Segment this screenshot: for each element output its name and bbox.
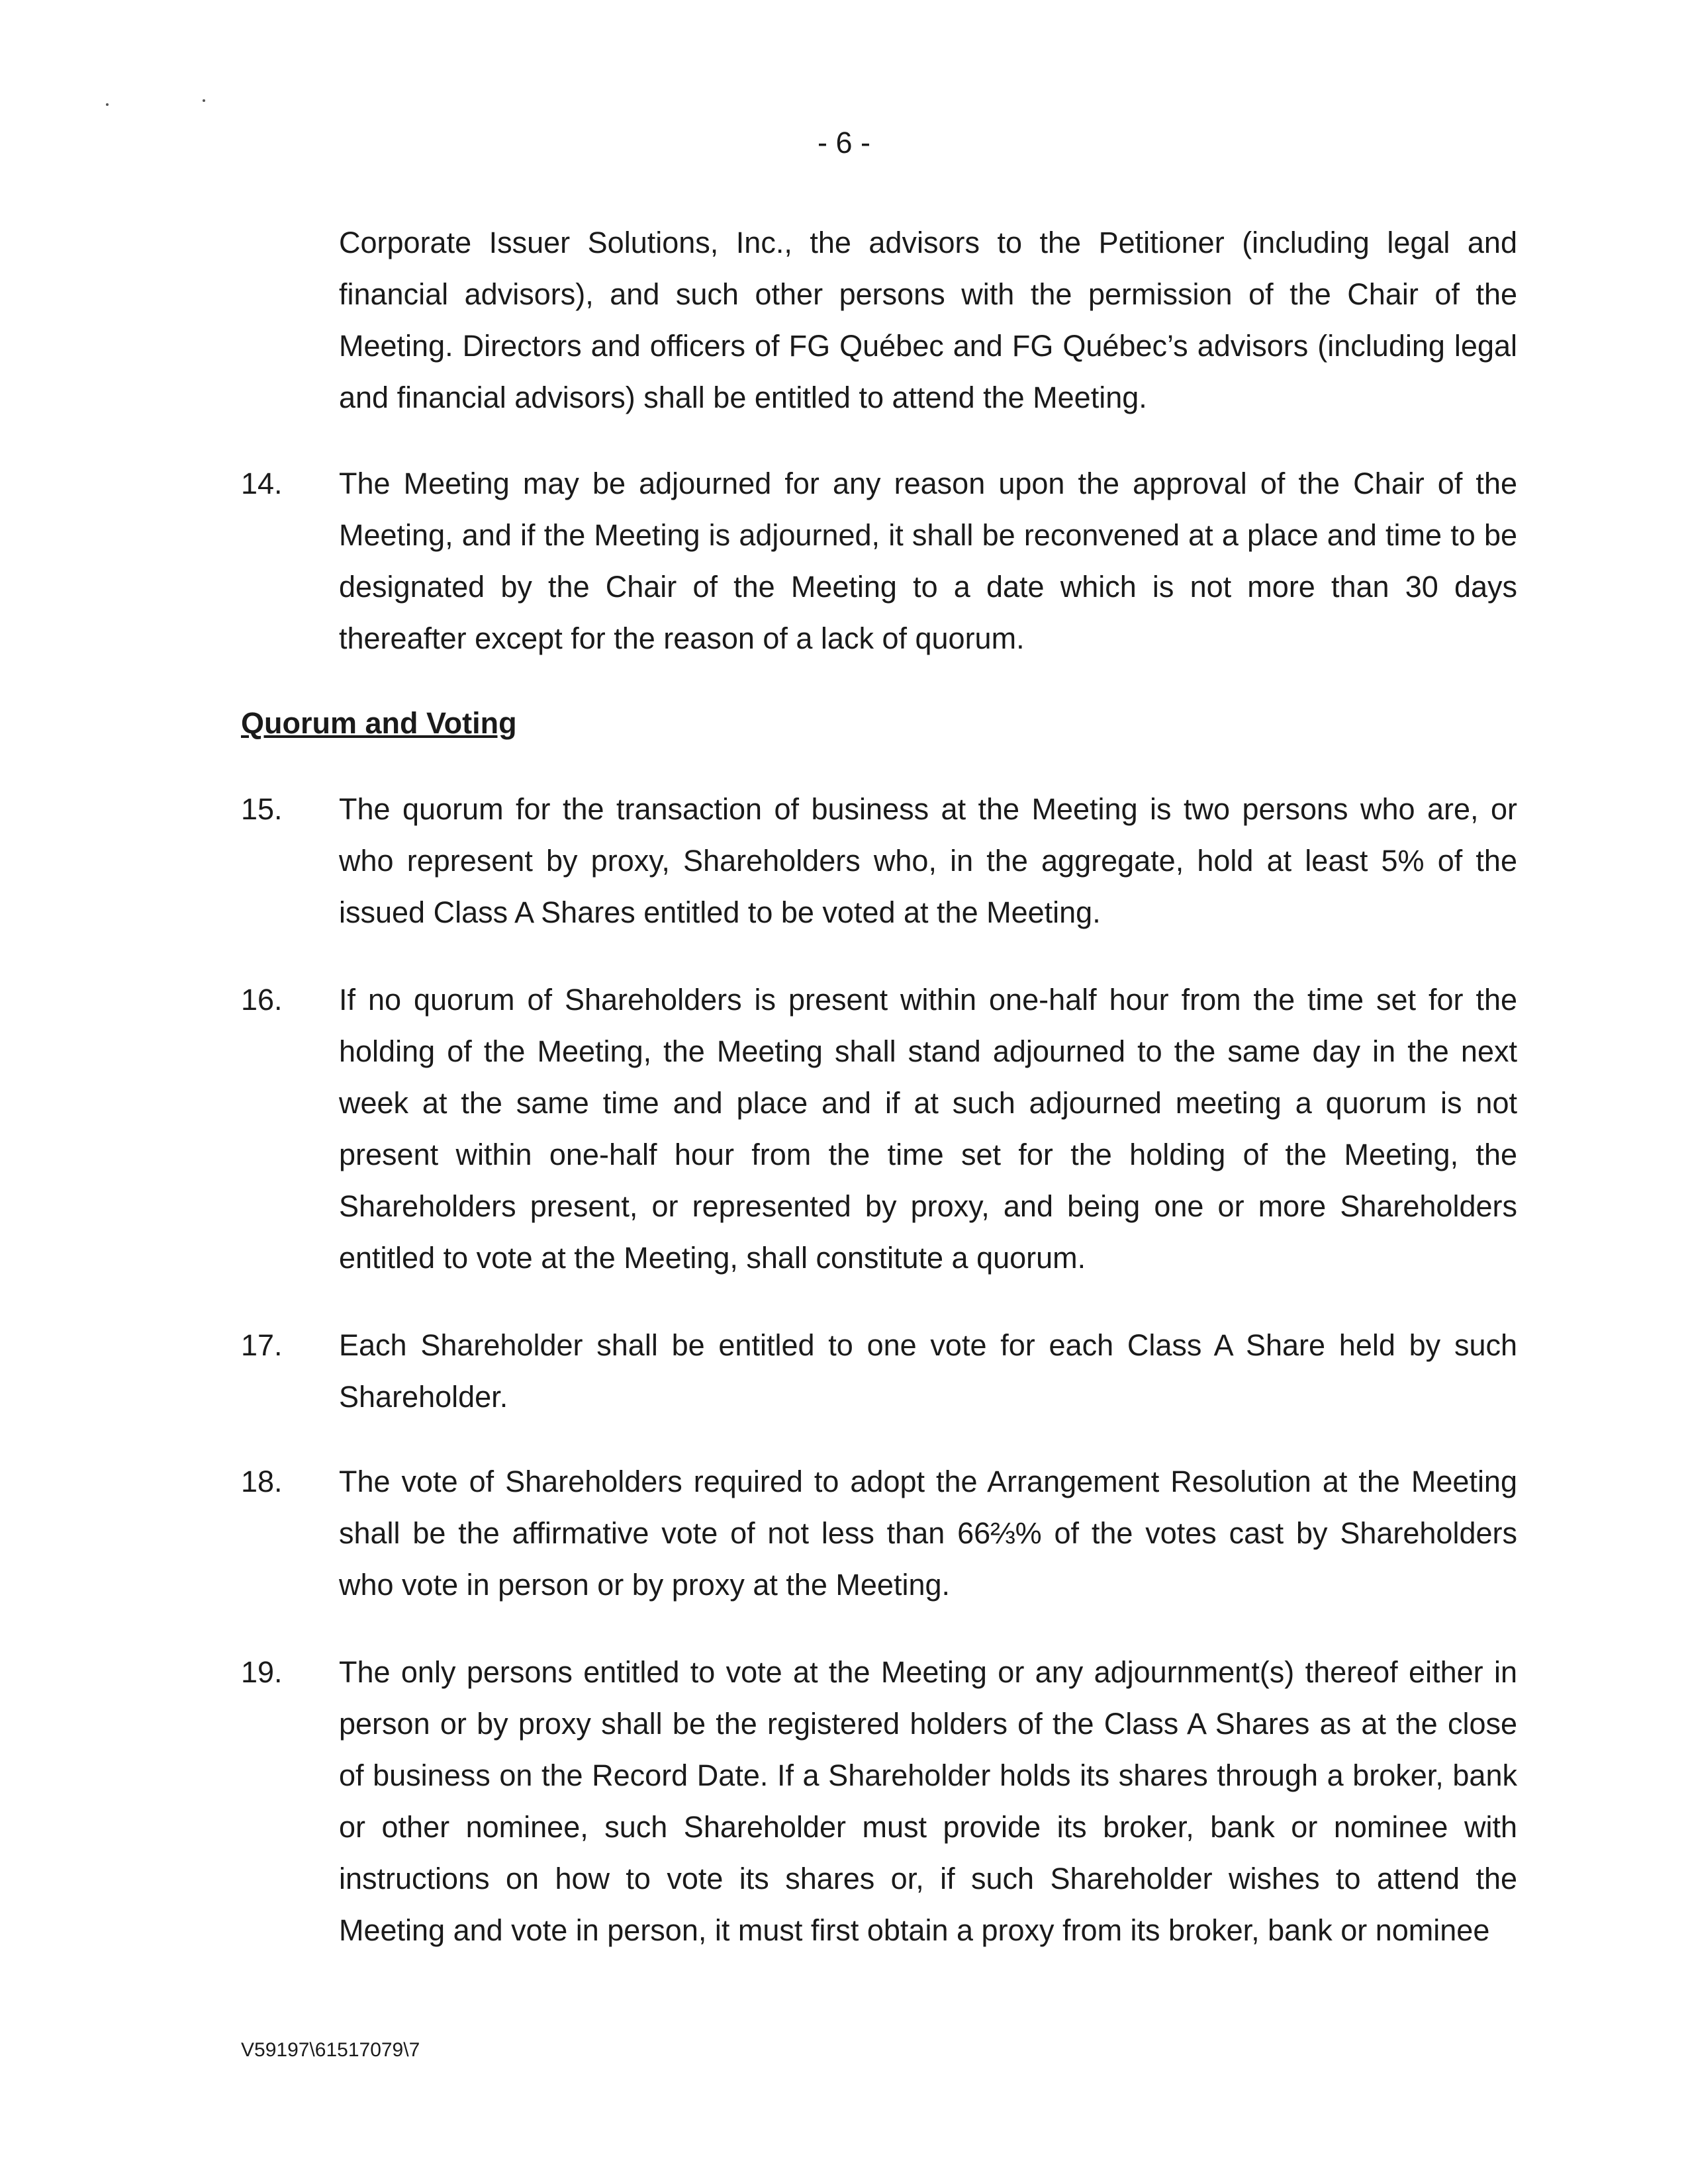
page-number: - 6 - [817, 126, 870, 159]
paragraph-18: The vote of Shareholders required to adopt the Arrangement Resolution at the Meeting shall be the affirmative vote of not less than 66⅔% of the votes cast by Shareholders who vote in person or by proxy at the Meeting. [339, 1465, 1517, 1602]
intro-paragraph: Corporate Issuer Solutions, Inc., the advisors to the Petitioner (including legal and financial advisors), and such other persons with the permission of the Chair of the Meeting. Directors and officers of FG Québec and FG Québec’s advisors (including legal and financial advisors) shall be entitled to attend the Meeting. [339, 226, 1517, 414]
paragraph-number-15: 15. [241, 792, 283, 826]
paragraph-number-16: 16. [241, 983, 283, 1017]
paragraph-17: Each Shareholder shall be entitled to one vote for each Class A Share held by such Shareholder. [339, 1328, 1517, 1414]
scan-speck [203, 99, 205, 102]
paragraph-14: The Meeting may be adjourned for any reason upon the approval of the Chair of the Meeting, and if the Meeting is adjourned, it shall be reconvened at a place and time to be designated by the Chair of the Meeting to a date which is not more than 30 days thereafter except for the reason of a lack of quorum. [339, 467, 1517, 655]
document-footer-code: V59197\61517079\7 [241, 2039, 420, 2061]
paragraph-number-19: 19. [241, 1655, 283, 1689]
paragraph-19: The only persons entitled to vote at the Meeting or any adjournment(s) thereof either in person or by proxy shall be the registered holders of the Class A Shares as at the close of business on the Record Date. If a Shareholder holds its shares through a broker, bank or other nominee, such Shareholder must provide its broker, bank or nominee with instructions on how to vote its shares or, if such Shareholder wishes to attend the Meeting and vote in person, it must first obtain a proxy from its broker, bank or nominee [339, 1655, 1517, 1947]
paragraph-number-17: 17. [241, 1328, 283, 1362]
section-heading: Quorum and Voting [241, 706, 517, 740]
paragraph-16: If no quorum of Shareholders is present within one-half hour from the time set for the holding of the Meeting, the Meeting shall stand adjourned to the same day in the next week at the same time and place and if at such adjourned meeting a quorum is not present within one-half hour from the time set for the holding of the Meeting, the Shareholders present, or represented by proxy, and being one or more Shareholders entitled to vote at the Meeting, shall constitute a quorum. [339, 983, 1517, 1275]
paragraph-number-18: 18. [241, 1465, 283, 1498]
scan-speck [106, 103, 109, 106]
paragraph-15: The quorum for the transaction of business at the Meeting is two persons who are, or who represent by proxy, Shareholders who, in the aggregate, hold at least 5% of the issued Class A Shares entitled to be voted at the Meeting. [339, 792, 1517, 929]
paragraph-number-14: 14. [241, 467, 283, 500]
